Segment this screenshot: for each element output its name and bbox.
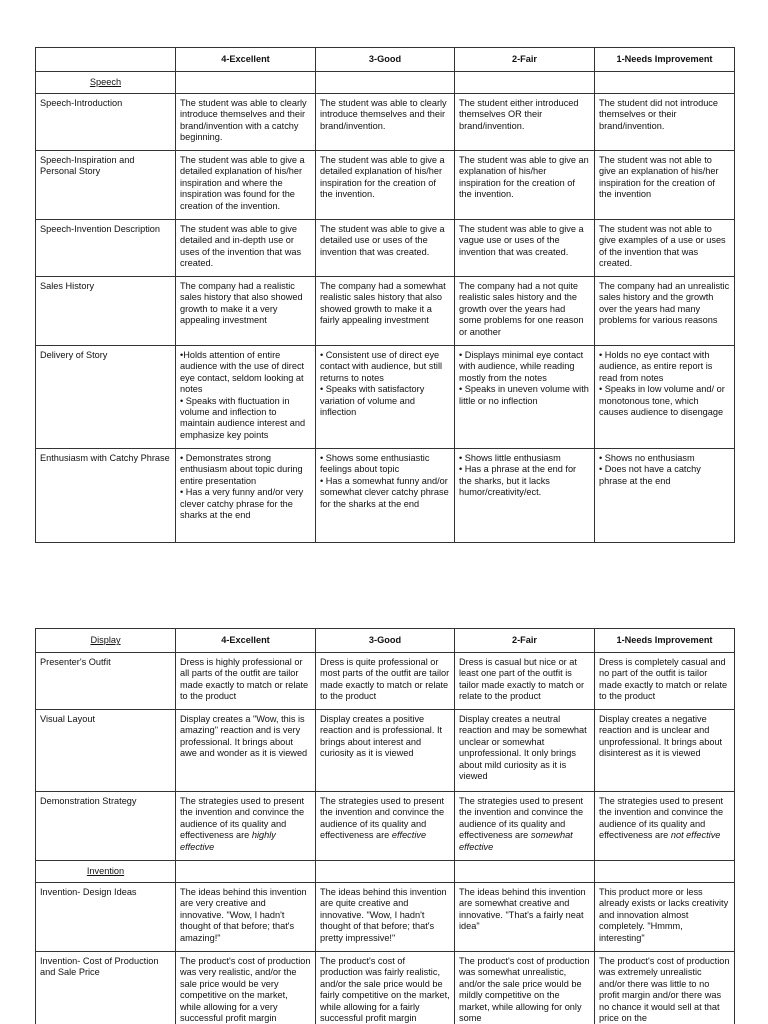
descriptor-cell: The product's cost of production was fairly realistic, and/or the sale price would be fairly competitive on the market, while allowing for a fairly successful profit margin: [316, 952, 455, 1024]
descriptor-text: The strategies used to present the invention and convince the audience of its quality and effectiveness are: [180, 796, 305, 841]
criterion-cell: Sales History: [36, 277, 176, 346]
header-row: [36, 629, 735, 653]
descriptor-cell: • Shows little enthusiasm • Has a phrase at the end for the sharks, but it lacks humor/creativity/ect.: [455, 449, 595, 543]
table-row: [36, 710, 735, 792]
header-level-2: 2-Fair: [455, 48, 595, 72]
criterion-cell: Speech-Invention Description: [36, 220, 176, 277]
descriptor-cell: The ideas behind this invention are quite creative and innovative. "Wow, I hadn't thought of that before; that's pretty impressive!": [316, 883, 455, 952]
descriptor-emphasis: highly effective: [180, 830, 276, 852]
descriptor-cell: The company had a somewhat realistic sales history that also showed growth to make it a fairly appealing investment: [316, 277, 455, 346]
section-heading: Speech: [36, 72, 176, 94]
descriptor-cell: Display creates a negative reaction and is unclear and unprofessional. It brings about disinterest as it is viewed: [595, 710, 735, 792]
descriptor-emphasis: not effective: [670, 830, 721, 841]
descriptor-cell: The company had a realistic sales history that also showed growth to make it a very appealing investment: [176, 277, 316, 346]
descriptor-cell: [316, 792, 455, 861]
criterion-cell: Speech-Inspiration and Personal Story: [36, 151, 176, 220]
empty-cell: [176, 72, 316, 94]
criterion-cell: Visual Layout: [36, 710, 176, 792]
descriptor-cell: • Displays minimal eye contact with audience, while reading mostly from the notes • Speaks in uneven volume with little or no inflection: [455, 346, 595, 449]
descriptor-cell: Display creates a "Wow, this is amazing" reaction and is very professional. It brings about awe and wonder as it is viewed: [176, 710, 316, 792]
table-row: [36, 94, 735, 151]
descriptor-cell: The product's cost of production was somewhat unrealistic, and/or the sale price would be mildly competitive on the market, while allowing for only some: [455, 952, 595, 1024]
descriptor-cell: The student did not introduce themselves or their brand/invention.: [595, 94, 735, 151]
criterion-cell: Presenter's Outfit: [36, 653, 176, 710]
descriptor-cell: Dress is casual but nice or at least one part of the outfit is tailor made exactly to match or relate to the product: [455, 653, 595, 710]
empty-cell: [316, 72, 455, 94]
descriptor-text: The strategies used to present the invention and convince the audience of its quality and effectiveness are: [459, 796, 584, 841]
header-level-1: 1-Needs Improvement: [595, 48, 735, 72]
table-row: [36, 277, 735, 346]
descriptor-cell: The ideas behind this invention are somewhat creative and innovative. "That's a fairly neat idea": [455, 883, 595, 952]
descriptor-cell: This product more or less already exists or lacks creativity and innovation almost completely. "Hmmm, interesting": [595, 883, 735, 952]
header-level-1: 1-Needs Improvement: [595, 629, 735, 653]
descriptor-cell: • Shows no enthusiasm • Does not have a catchy phrase at the end: [595, 449, 735, 543]
criterion-cell: Invention- Design Ideas: [36, 883, 176, 952]
descriptor-emphasis: somewhat effective: [459, 830, 573, 852]
descriptor-cell: The student was able to give detailed and in-depth use or uses of the invention that was created.: [176, 220, 316, 277]
header-level-3: 3-Good: [316, 629, 455, 653]
descriptor-cell: •Holds attention of entire audience with the use of direct eye contact, seldom looking at notes • Speaks with fluctuation in volume and inflection to maintain audience interest and emphasize key points: [176, 346, 316, 449]
descriptor-cell: The student was able to clearly introduce themselves and their brand/invention with a catchy beginning.: [176, 94, 316, 151]
descriptor-cell: • Consistent use of direct eye contact with audience, but still returns to notes • Speaks with satisfactory variation of volume and inflection: [316, 346, 455, 449]
section-row-speech: [36, 72, 735, 94]
descriptor-cell: The student was able to give a detailed use or uses of the invention that was created.: [316, 220, 455, 277]
empty-cell: [595, 861, 735, 883]
table-row: [36, 151, 735, 220]
descriptor-cell: The student was able to clearly introduce themselves and their brand/invention.: [316, 94, 455, 151]
table-row: [36, 792, 735, 861]
descriptor-text: The strategies used to present the invention and convince the audience of its quality and effectiveness are: [599, 796, 724, 841]
descriptor-cell: The ideas behind this invention are very creative and innovative. "Wow, I hadn't thought of that before; that's amazing!": [176, 883, 316, 952]
descriptor-cell: The student was able to give an explanation of his/her inspiration for the creation of the invention.: [455, 151, 595, 220]
empty-cell: [316, 861, 455, 883]
display-invention-rubric-table: [35, 628, 735, 1024]
descriptor-emphasis: effective: [391, 830, 427, 841]
descriptor-cell: The company had a not quite realistic sales history and the growth over the years had some problems for one reason or another: [455, 277, 595, 346]
descriptor-cell: The company had an unrealistic sales history and the growth over the years had many problems for various reasons: [595, 277, 735, 346]
table-row: [36, 653, 735, 710]
descriptor-cell: • Shows some enthusiastic feelings about topic • Has a somewhat funny and/or somewhat clever catchy phrase for the sharks at the end: [316, 449, 455, 543]
header-level-4: 4-Excellent: [176, 629, 316, 653]
header-level-3: 3-Good: [316, 48, 455, 72]
criterion-cell: Enthusiasm with Catchy Phrase: [36, 449, 176, 543]
descriptor-cell: The student was able to give a detailed explanation of his/her inspiration and where the inspiration was found for the creation of the invention.: [176, 151, 316, 220]
criterion-cell: Demonstration Strategy: [36, 792, 176, 861]
header-row: [36, 48, 735, 72]
descriptor-cell: [595, 792, 735, 861]
section-heading: Display: [36, 629, 176, 653]
criterion-cell: Speech-Introduction: [36, 94, 176, 151]
descriptor-text: The strategies used to present the invention and convince the audience of its quality and effectiveness are: [320, 796, 445, 841]
descriptor-cell: The student was able to give a detailed explanation of his/her inspiration for the creation of the invention.: [316, 151, 455, 220]
descriptor-cell: [455, 792, 595, 861]
header-level-2: 2-Fair: [455, 629, 595, 653]
table-row: [36, 346, 735, 449]
descriptor-cell: [176, 792, 316, 861]
criterion-cell: Delivery of Story: [36, 346, 176, 449]
descriptor-cell: Dress is quite professional or most parts of the outfit are tailor made exactly to match or relate to the product: [316, 653, 455, 710]
table-row: [36, 449, 735, 543]
table-row: [36, 952, 735, 1024]
section-row-invention: [36, 861, 735, 883]
descriptor-cell: The product's cost of production was extremely unrealistic and/or there was little to no profit margin and/or there was no chance it would sell at that price on the: [595, 952, 735, 1024]
descriptor-cell: The student either introduced themselves OR their brand/invention.: [455, 94, 595, 151]
descriptor-cell: The product's cost of production was very realistic, and/or the sale price would be very competitive on the market, while allowing for a very successful profit margin: [176, 952, 316, 1024]
descriptor-cell: Dress is highly professional or all parts of the outfit are tailor made exactly to match or relate to the product: [176, 653, 316, 710]
descriptor-cell: Display creates a neutral reaction and may be somewhat unclear or somewhat unprofessional. It only brings about mild curiosity as it is viewed: [455, 710, 595, 792]
section-heading: Invention: [36, 861, 176, 883]
descriptor-cell: Dress is completely casual and no part of the outfit is tailor made exactly to match or relate to the product: [595, 653, 735, 710]
header-level-4: 4-Excellent: [176, 48, 316, 72]
criterion-cell: Invention- Cost of Production and Sale Price: [36, 952, 176, 1024]
empty-cell: [595, 72, 735, 94]
empty-cell: [455, 72, 595, 94]
descriptor-cell: The student was not able to give an explanation of his/her inspiration for the creation of the invention: [595, 151, 735, 220]
speech-rubric-table: [35, 47, 735, 543]
empty-cell: [455, 861, 595, 883]
header-blank-cell: [36, 48, 176, 72]
descriptor-cell: • Holds no eye contact with audience, as entire report is read from notes • Speaks in low volume and/ or monotonous tone, which causes audience to disengage: [595, 346, 735, 449]
descriptor-cell: • Demonstrates strong enthusiasm about topic during entire presentation • Has a very funny and/or very clever catchy phrase for the sharks at the end: [176, 449, 316, 543]
descriptor-cell: The student was able to give a vague use or uses of the invention that was created.: [455, 220, 595, 277]
table-row: [36, 883, 735, 952]
descriptor-cell: Display creates a positive reaction and is professional. It brings about interest and curiosity as it is viewed: [316, 710, 455, 792]
table-row: [36, 220, 735, 277]
descriptor-cell: The student was not able to give examples of a use or uses of the invention that was created.: [595, 220, 735, 277]
empty-cell: [176, 861, 316, 883]
